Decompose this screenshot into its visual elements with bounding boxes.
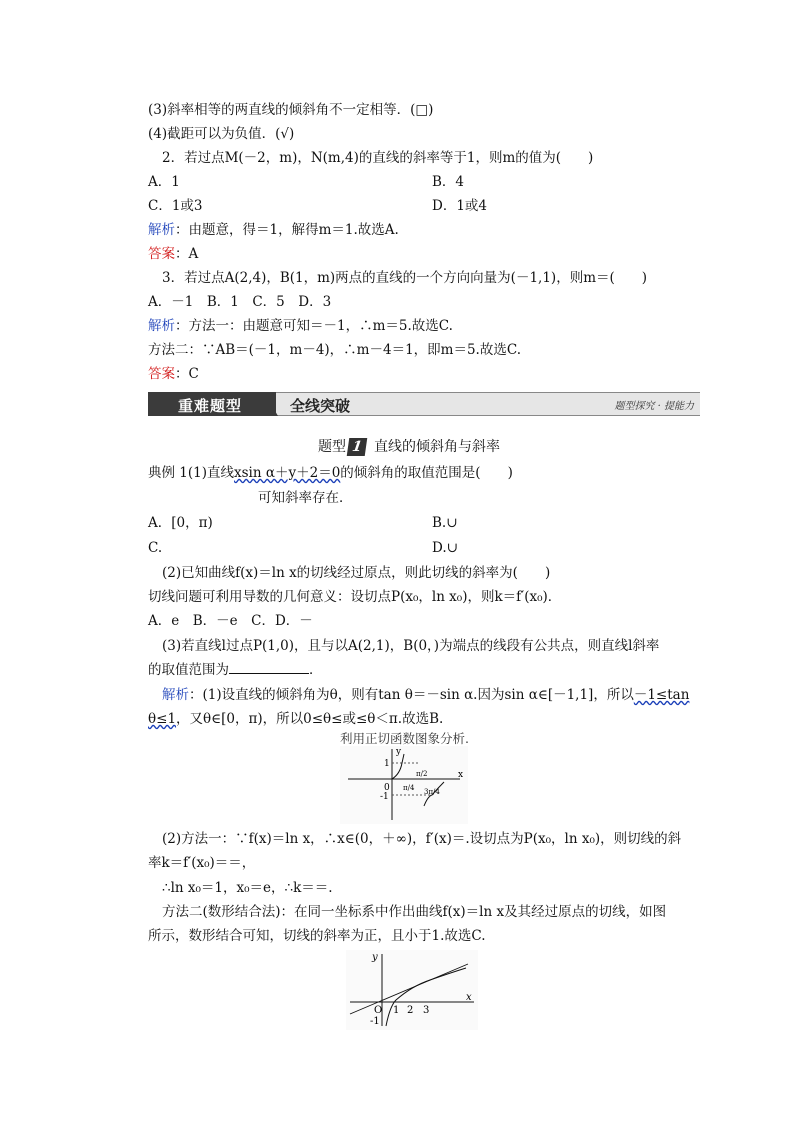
- example-1-suffix: 的倾斜角的取值范围是( ): [340, 465, 513, 481]
- statement-3: (3)斜率相等的两直线的倾斜角不一定相等．(□): [148, 102, 434, 118]
- q2-answer-text: ：A: [175, 246, 199, 262]
- question-3: 3．若过点A(2,4)，B(1，m)两点的直线的一个方向向量为(－1,1)，则m＝( ): [162, 270, 648, 286]
- banner-dark-block: [148, 392, 276, 416]
- fig1-tick-neg1: -1: [380, 792, 389, 802]
- q2-option-d: D．1或4: [432, 198, 488, 214]
- statement-4: (4)截距可以为负值．(√): [148, 126, 295, 142]
- q2-analysis-text: ：由题意，得＝1，解得m＝1.故选A.: [175, 222, 399, 238]
- q3-analysis-method2: 方法二：∵AB＝(－1，m－4)，∴m－4＝1，即m＝5.故选C.: [148, 342, 521, 358]
- answer-label: 答案: [148, 246, 175, 262]
- example-3-end: ．: [309, 662, 323, 678]
- example-2-question: (2)已知曲线f(x)＝ln x的切线经过原点，则此切线的斜率为( ): [162, 565, 551, 581]
- example-2-options: A．e B．－e C．D．－: [148, 613, 313, 629]
- solution-1b-text: ，又θ∈[0，π)，所以0≤θ≤或≤θ＜π.故选B.: [176, 711, 444, 727]
- solution-3a: 方法二(数形结合法)：在同一坐标系中作出曲线f(x)＝ln x及其经过原点的切线，如图: [162, 904, 667, 920]
- q2-analysis: [148, 221, 399, 239]
- type-number-badge: 1: [347, 438, 368, 456]
- fig1-y-label: y: [396, 747, 402, 757]
- q3-options: A．－1 B．1 C．5 D．3: [148, 294, 332, 310]
- fig2-origin: O: [374, 1005, 383, 1016]
- type-heading: [318, 438, 500, 456]
- fig1-x-label: x: [458, 770, 464, 780]
- analysis-label: 解析: [148, 318, 175, 334]
- fig1-tick-pi2: π/2: [416, 770, 428, 778]
- ex1-option-a: A．[0，π): [148, 515, 213, 531]
- figure-1-caption: 利用正切函数图象分析.: [340, 731, 469, 746]
- ex1-option-c: C.: [148, 540, 163, 556]
- example-1-note: 可知斜率存在．: [258, 490, 353, 506]
- solution-1a-highlight: －1≤tan: [633, 687, 690, 703]
- ex1-option-b: B.∪: [432, 515, 458, 531]
- fig2-x-label: x: [466, 992, 472, 1003]
- type-title: 直线的倾斜角与斜率: [374, 439, 500, 455]
- figure-2-ln-tangent-graph: [346, 950, 478, 1030]
- answer-label: 答案: [148, 366, 175, 382]
- solution-2c: ∴ln x₀＝1，x₀＝e，∴k＝＝.: [162, 880, 333, 896]
- q2-option-b: B．4: [432, 174, 465, 190]
- question-2: 2．若过点M(－2，m)，N(m,4)的直线的斜率等于1，则m的值为( ): [162, 150, 594, 166]
- banner-mid-title: 全线突破: [290, 397, 351, 415]
- ex1-option-d: D.∪: [432, 540, 458, 556]
- fig1-tick-3pi4: 3π/4: [424, 788, 440, 796]
- type-label: 题型: [318, 439, 346, 455]
- q3-answer: [148, 365, 199, 383]
- solution-1a: [162, 686, 689, 704]
- fig1-origin: 0: [384, 783, 390, 793]
- example-2-note: 切线问题可利用导数的几何意义：设切点P(x₀，ln x₀)，则k＝f′(x₀)．: [148, 589, 562, 605]
- q2-answer: [148, 245, 198, 263]
- solution-1b-highlight: θ≤1: [148, 711, 177, 727]
- solution-2b: 率k＝f′(x₀)＝＝，: [148, 855, 256, 871]
- solution-1b: [148, 710, 443, 728]
- q3-analysis-text: ：方法一：由题意可知＝－1，∴m＝5.故选C.: [175, 318, 453, 334]
- fig2-y-label: y: [372, 952, 378, 963]
- q3-answer-text: ：C: [175, 366, 199, 382]
- fig2-tick-1: 1: [393, 1005, 400, 1016]
- answer-blank: [229, 661, 309, 674]
- solution-label: 解析: [162, 687, 189, 703]
- q2-option-c: C．1或3: [148, 198, 203, 214]
- fig2-tick-neg1: -1: [370, 1016, 380, 1027]
- solution-3b: 所示，数形结合可知，切线的斜率为正，且小于1.故选C.: [148, 928, 486, 944]
- example-3-range-text: 的取值范围为: [148, 662, 229, 678]
- example-1-equation: xsin α＋y＋2＝0: [234, 465, 341, 481]
- solution-2a: (2)方法一：∵f(x)＝ln x，∴x∈(0，＋∞)，f′(x)＝.设切点为P(x₀，ln x₀)，则切线的斜: [162, 831, 682, 847]
- solution-1a-text: ：(1)设直线的倾斜角为θ，则有tan θ＝－sin α.因为sin α∈[－1,1]，所以: [189, 687, 634, 703]
- fig2-tick-2: 2: [407, 1005, 414, 1016]
- banner-left-title: 重难题型: [178, 397, 243, 415]
- banner-right-title: 题型探究 · 提能力: [614, 401, 694, 412]
- figure-1-tangent-graph: [340, 746, 468, 824]
- fig2-tick-3: 3: [423, 1005, 430, 1016]
- q3-analysis: [148, 317, 453, 335]
- section-banner: [148, 392, 700, 416]
- example-3-question: (3)若直线l过点P(1,0)，且与以A(2,1)，B(0，)为端点的线段有公共点，则直线l斜率: [162, 638, 660, 654]
- fig1-tick-1: 1: [384, 759, 390, 769]
- q2-option-a: A．1: [148, 174, 180, 190]
- fig1-tick-pi4: π/4: [403, 784, 415, 792]
- banner-slash: [264, 392, 278, 416]
- example-3-range: [148, 661, 323, 679]
- example-1-prefix: 典例 1(1)直线: [148, 465, 235, 481]
- example-1-question: [148, 464, 513, 482]
- analysis-label: 解析: [148, 222, 175, 238]
